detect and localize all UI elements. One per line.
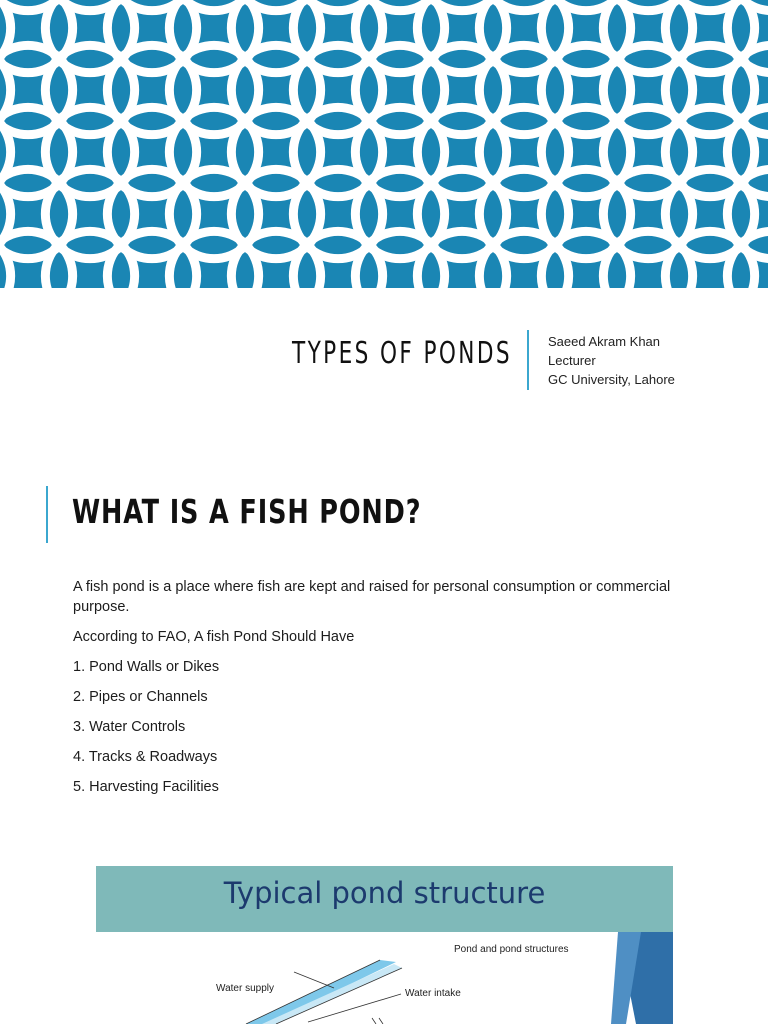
list-item: 4. Tracks & Roadways <box>73 748 218 765</box>
water-supply-label: Water supply <box>216 983 274 994</box>
author-block <box>548 332 675 389</box>
list-item: 5. Harvesting Facilities <box>73 778 219 795</box>
section-heading: WHAT IS A FISH POND? <box>72 492 422 531</box>
lead-paragraph: According to FAO, A fish Pond Should Have <box>73 628 355 645</box>
leader-line <box>379 1018 383 1024</box>
interlocking-circles-pattern <box>0 0 768 288</box>
figure-diagram <box>96 932 673 1024</box>
list-item: 2. Pipes or Channels <box>73 688 208 705</box>
decorative-pattern-banner <box>0 0 768 288</box>
title-divider <box>527 330 529 390</box>
section-accent-bar <box>46 486 48 543</box>
list-item: 1. Pond Walls or Dikes <box>73 658 220 675</box>
leader-line <box>372 1018 376 1024</box>
figure-header <box>96 866 673 932</box>
water-intake-label: Water intake <box>405 988 461 999</box>
author-name: Saeed Akram Khan <box>548 334 661 349</box>
diagram-panel-label: Pond and pond structures <box>454 944 569 955</box>
leader-line <box>294 972 334 988</box>
pond-structure-figure <box>96 866 673 1024</box>
list-item: 3. Water Controls <box>73 718 186 735</box>
author-role: Lecturer <box>548 353 596 368</box>
intro-paragraph: A fish pond is a place where fish are kept and raised for personal consumption or commercial purpose. <box>73 579 671 615</box>
figure-title: Typical pond structure <box>223 876 546 910</box>
title-slide-content <box>0 288 768 418</box>
author-institution: GC University, Lahore <box>548 372 675 387</box>
slide-body <box>73 578 693 808</box>
channel-outline <box>276 968 402 1024</box>
pond-diagram-illustration <box>96 932 673 1024</box>
presentation-title: TYPES OF PONDS <box>292 336 512 371</box>
